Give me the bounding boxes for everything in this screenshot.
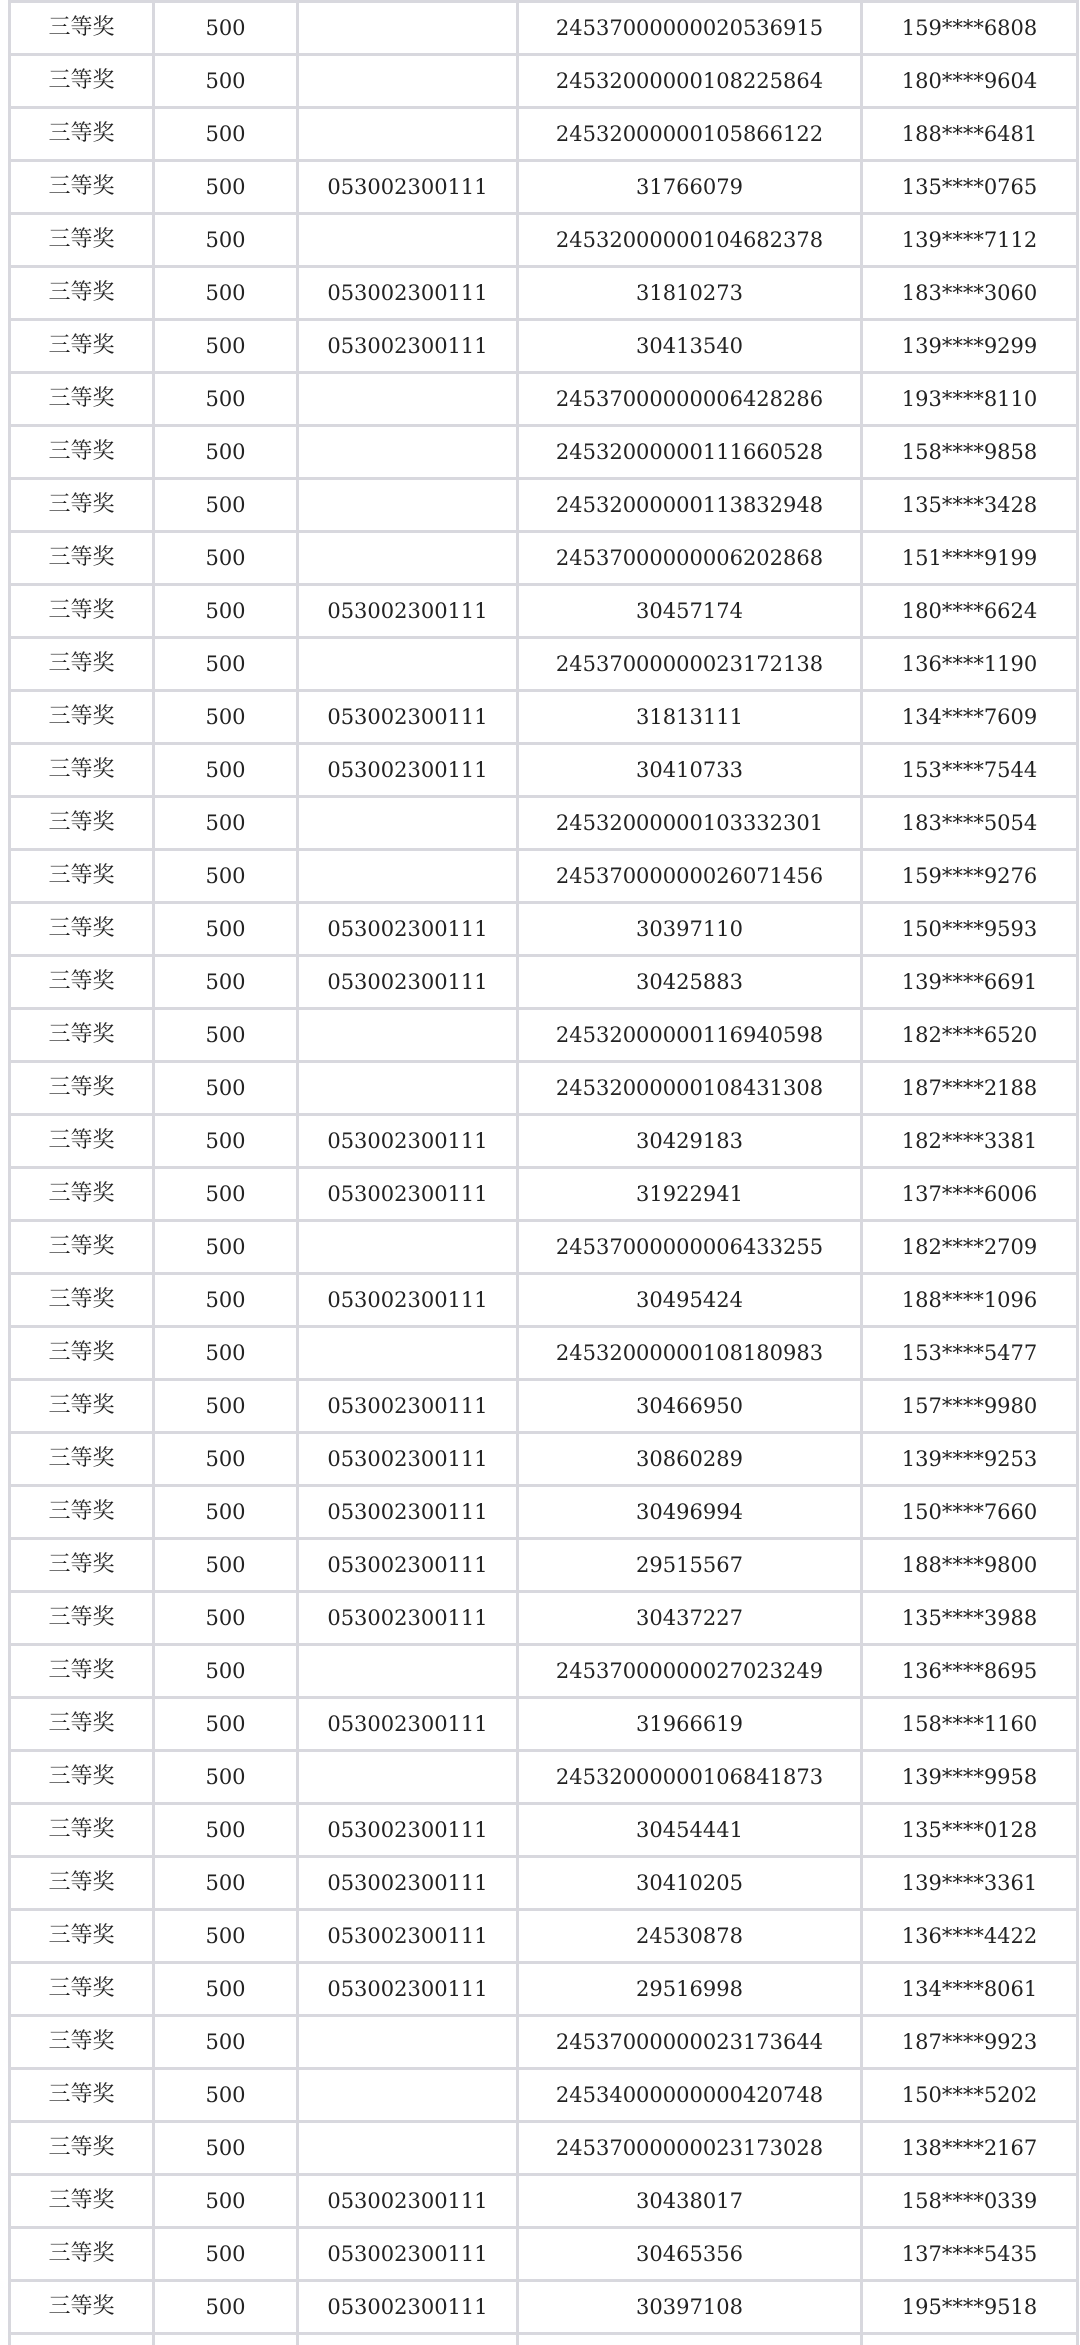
prize-level-cell: 三等奖: [10, 1963, 154, 2016]
prize-level-cell: 三等奖: [10, 267, 154, 320]
table-row: [10, 214, 1078, 267]
table-row: [10, 2, 1078, 55]
prize-level-cell: 三等奖: [10, 1380, 154, 1433]
ticket-number-cell: 31766079: [518, 161, 862, 214]
prize-amount-cell: 500: [154, 585, 298, 638]
table-row: [10, 1698, 1078, 1751]
station-code-cell: 053002300111: [298, 320, 518, 373]
prize-amount-cell: 500: [154, 267, 298, 320]
station-code-cell: 053002300111: [298, 1804, 518, 1857]
phone-number-cell: 159****9276: [862, 850, 1078, 903]
prize-level-cell: 三等奖: [10, 426, 154, 479]
prize-level-cell: 三等奖: [10, 108, 154, 161]
prize-level-cell: 三等奖: [10, 1486, 154, 1539]
station-code-cell: [298, 2, 518, 55]
prize-amount-cell: 500: [154, 2281, 298, 2334]
phone-number-cell: 180****9604: [862, 55, 1078, 108]
phone-number-cell: 134****8061: [862, 1963, 1078, 2016]
station-code-cell: 053002300111: [298, 1486, 518, 1539]
station-code-cell: [298, 1221, 518, 1274]
prize-amount-cell: 500: [154, 1168, 298, 1221]
prize-level-cell: 三等奖: [10, 1274, 154, 1327]
ticket-number-cell: 30495424: [518, 1274, 862, 1327]
prize-amount-cell: 500: [154, 1592, 298, 1645]
table-row: [10, 1433, 1078, 1486]
station-code-cell: [298, 2069, 518, 2122]
prize-level-cell: 三等奖: [10, 744, 154, 797]
prize-level-cell: 三等奖: [10, 1804, 154, 1857]
phone-number-cell: 150****7660: [862, 1486, 1078, 1539]
phone-number-cell: 193****8110: [862, 373, 1078, 426]
station-code-cell: [298, 1009, 518, 1062]
table-row: [10, 267, 1078, 320]
table-row: [10, 1751, 1078, 1804]
table-row: [10, 2281, 1078, 2334]
station-code-cell: 053002300111: [298, 691, 518, 744]
table-row: [10, 1274, 1078, 1327]
prize-level-cell: 三等奖: [10, 903, 154, 956]
prize-level-cell: 三等奖: [10, 850, 154, 903]
phone-number-cell: 182****6520: [862, 1009, 1078, 1062]
phone-number-cell: 139****3361: [862, 1857, 1078, 1910]
ticket-number-cell: 24532000000106841873: [518, 1751, 862, 1804]
phone-number-cell: 139****9253: [862, 1433, 1078, 1486]
phone-number-cell: 135****0128: [862, 1804, 1078, 1857]
ticket-number-cell: 31966619: [518, 1698, 862, 1751]
prize-level-cell: 三等奖: [10, 2281, 154, 2334]
ticket-number-cell: 30457174: [518, 585, 862, 638]
prize-amount-cell: 500: [154, 2016, 298, 2069]
station-code-cell: 053002300111: [298, 1274, 518, 1327]
station-code-cell: [298, 214, 518, 267]
prize-level-cell: 三等奖: [10, 1062, 154, 1115]
phone-number-cell: 182****2709: [862, 1221, 1078, 1274]
prize-amount-cell: 500: [154, 638, 298, 691]
prize-level-cell: 三等奖: [10, 532, 154, 585]
ticket-number-cell: 24537000000006433255: [518, 1221, 862, 1274]
prize-level-cell: 三等奖: [10, 214, 154, 267]
table-row: [10, 1115, 1078, 1168]
ticket-number-cell: 29515567: [518, 1539, 862, 1592]
prize-amount-cell: 500: [154, 2175, 298, 2228]
ticket-number-cell: 24537000000026071456: [518, 850, 862, 903]
prize-amount-cell: 500: [154, 426, 298, 479]
table-row: [10, 320, 1078, 373]
phone-number-cell: 139****9958: [862, 1751, 1078, 1804]
table-row: [10, 1857, 1078, 1910]
phone-number-cell: 136****8695: [862, 1645, 1078, 1698]
table-row: [10, 2016, 1078, 2069]
ticket-number-cell: 30397110: [518, 903, 862, 956]
ticket-number-cell: 30429183: [518, 1115, 862, 1168]
table-row: [10, 1380, 1078, 1433]
prize-amount-cell: 500: [154, 903, 298, 956]
station-code-cell: 053002300111: [298, 1433, 518, 1486]
table-row: [10, 850, 1078, 903]
ticket-number-cell: 24537000000023173644: [518, 2016, 862, 2069]
ticket-number-cell: 24532000000104682378: [518, 214, 862, 267]
station-code-cell: 053002300111: [298, 956, 518, 1009]
prize-level-cell: 三等奖: [10, 1115, 154, 1168]
prize-level-cell: 三等奖: [10, 2228, 154, 2281]
prize-level-cell: 三等奖: [10, 479, 154, 532]
prize-level-cell: 三等奖: [10, 638, 154, 691]
prize-amount-cell: 500: [154, 1380, 298, 1433]
table-row: [10, 1963, 1078, 2016]
prize-level-cell: 三等奖: [10, 1009, 154, 1062]
ticket-number-cell: 24534000000000420748: [518, 2069, 862, 2122]
prize-amount-cell: 500: [154, 532, 298, 585]
prize-level-cell: 三等奖: [10, 956, 154, 1009]
phone-number-cell: 180****6624: [862, 585, 1078, 638]
table-row: [10, 373, 1078, 426]
ticket-number-cell: 30860289: [518, 1433, 862, 1486]
empty-cell: [154, 2334, 298, 2345]
phone-number-cell: 150****5202: [862, 2069, 1078, 2122]
prize-amount-cell: 500: [154, 1698, 298, 1751]
phone-number-cell: 150****9593: [862, 903, 1078, 956]
table-row: [10, 691, 1078, 744]
phone-number-cell: 188****6481: [862, 108, 1078, 161]
ticket-number-cell: 30438017: [518, 2175, 862, 2228]
phone-number-cell: 139****9299: [862, 320, 1078, 373]
prize-amount-cell: 500: [154, 55, 298, 108]
prize-level-cell: 三等奖: [10, 1168, 154, 1221]
ticket-number-cell: 30410205: [518, 1857, 862, 1910]
station-code-cell: [298, 108, 518, 161]
table-row: [10, 956, 1078, 1009]
ticket-number-cell: 30466950: [518, 1380, 862, 1433]
empty-cell: [298, 2334, 518, 2345]
phone-number-cell: 188****1096: [862, 1274, 1078, 1327]
ticket-number-cell: 24530878: [518, 1910, 862, 1963]
phone-number-cell: 153****5477: [862, 1327, 1078, 1380]
phone-number-cell: 157****9980: [862, 1380, 1078, 1433]
ticket-number-cell: 30454441: [518, 1804, 862, 1857]
ticket-number-cell: 31810273: [518, 267, 862, 320]
table-row: [10, 426, 1078, 479]
table-row: [10, 2175, 1078, 2228]
prize-amount-cell: 500: [154, 1857, 298, 1910]
ticket-number-cell: 30437227: [518, 1592, 862, 1645]
table-row: [10, 1062, 1078, 1115]
ticket-number-cell: 31922941: [518, 1168, 862, 1221]
station-code-cell: 053002300111: [298, 1963, 518, 2016]
prize-level-cell: 三等奖: [10, 797, 154, 850]
station-code-cell: 053002300111: [298, 903, 518, 956]
prize-amount-cell: 500: [154, 691, 298, 744]
prize-level-cell: 三等奖: [10, 2175, 154, 2228]
ticket-number-cell: 29516998: [518, 1963, 862, 2016]
ticket-number-cell: 30397108: [518, 2281, 862, 2334]
table-row: [10, 108, 1078, 161]
prize-amount-cell: 500: [154, 373, 298, 426]
ticket-number-cell: 30413540: [518, 320, 862, 373]
station-code-cell: [298, 55, 518, 108]
phone-number-cell: 158****0339: [862, 2175, 1078, 2228]
prize-amount-cell: 500: [154, 1433, 298, 1486]
station-code-cell: 053002300111: [298, 1857, 518, 1910]
prize-level-cell: 三等奖: [10, 1857, 154, 1910]
phone-number-cell: 183****3060: [862, 267, 1078, 320]
prize-level-cell: 三等奖: [10, 2122, 154, 2175]
station-code-cell: [298, 2122, 518, 2175]
prize-amount-cell: 500: [154, 2122, 298, 2175]
table-row: [10, 161, 1078, 214]
station-code-cell: 053002300111: [298, 1380, 518, 1433]
prize-level-cell: 三等奖: [10, 1539, 154, 1592]
empty-cell: [862, 2334, 1078, 2345]
station-code-cell: 053002300111: [298, 744, 518, 797]
station-code-cell: [298, 638, 518, 691]
table-row: [10, 1009, 1078, 1062]
phone-number-cell: 135****3988: [862, 1592, 1078, 1645]
ticket-number-cell: 24532000000116940598: [518, 1009, 862, 1062]
prize-amount-cell: 500: [154, 1009, 298, 1062]
station-code-cell: [298, 1751, 518, 1804]
ticket-number-cell: 24532000000108180983: [518, 1327, 862, 1380]
table-row: [10, 2122, 1078, 2175]
prize-level-cell: 三等奖: [10, 1698, 154, 1751]
table-row: [10, 1804, 1078, 1857]
prize-amount-cell: 500: [154, 320, 298, 373]
station-code-cell: [298, 426, 518, 479]
prize-amount-cell: 500: [154, 1486, 298, 1539]
table-row: [10, 1592, 1078, 1645]
ticket-number-cell: 24532000000111660528: [518, 426, 862, 479]
phone-number-cell: 139****7112: [862, 214, 1078, 267]
table-row: [10, 1539, 1078, 1592]
ticket-number-cell: 24532000000105866122: [518, 108, 862, 161]
station-code-cell: 053002300111: [298, 1592, 518, 1645]
table-row: [10, 2228, 1078, 2281]
prize-level-cell: 三等奖: [10, 1327, 154, 1380]
prize-amount-cell: 500: [154, 797, 298, 850]
prize-amount-cell: 500: [154, 744, 298, 797]
prize-level-cell: 三等奖: [10, 55, 154, 108]
station-code-cell: 053002300111: [298, 1910, 518, 1963]
prize-amount-cell: 500: [154, 479, 298, 532]
station-code-cell: [298, 797, 518, 850]
table-row: [10, 1221, 1078, 1274]
ticket-number-cell: 31813111: [518, 691, 862, 744]
prize-level-cell: 三等奖: [10, 2, 154, 55]
station-code-cell: 053002300111: [298, 2228, 518, 2281]
empty-cell: [10, 2334, 154, 2345]
prize-level-cell: 三等奖: [10, 2069, 154, 2122]
phone-number-cell: 183****5054: [862, 797, 1078, 850]
phone-number-cell: 195****9518: [862, 2281, 1078, 2334]
prize-amount-cell: 500: [154, 1963, 298, 2016]
phone-number-cell: 137****5435: [862, 2228, 1078, 2281]
station-code-cell: 053002300111: [298, 1168, 518, 1221]
station-code-cell: [298, 1327, 518, 1380]
ticket-number-cell: 24532000000108225864: [518, 55, 862, 108]
prize-amount-cell: 500: [154, 2228, 298, 2281]
prize-level-cell: 三等奖: [10, 1645, 154, 1698]
phone-number-cell: 134****7609: [862, 691, 1078, 744]
prize-amount-cell: 500: [154, 1804, 298, 1857]
table-row: [10, 1168, 1078, 1221]
prize-level-cell: 三等奖: [10, 2016, 154, 2069]
phone-number-cell: 136****1190: [862, 638, 1078, 691]
phone-number-cell: 187****2188: [862, 1062, 1078, 1115]
station-code-cell: [298, 850, 518, 903]
table-row: [10, 903, 1078, 956]
ticket-number-cell: 30410733: [518, 744, 862, 797]
station-code-cell: 053002300111: [298, 1539, 518, 1592]
ticket-number-cell: 24537000000020536915: [518, 2, 862, 55]
prize-amount-cell: 500: [154, 2069, 298, 2122]
prize-amount-cell: 500: [154, 1539, 298, 1592]
table-row: [10, 1645, 1078, 1698]
prize-amount-cell: 500: [154, 956, 298, 1009]
prize-level-cell: 三等奖: [10, 1433, 154, 1486]
prize-level-cell: 三等奖: [10, 585, 154, 638]
table-row: [10, 585, 1078, 638]
ticket-number-cell: 30496994: [518, 1486, 862, 1539]
prize-level-cell: 三等奖: [10, 691, 154, 744]
prize-amount-cell: 500: [154, 214, 298, 267]
ticket-number-cell: 24537000000006202868: [518, 532, 862, 585]
phone-number-cell: 138****2167: [862, 2122, 1078, 2175]
station-code-cell: 053002300111: [298, 2281, 518, 2334]
empty-cell: [518, 2334, 862, 2345]
station-code-cell: [298, 2016, 518, 2069]
table-row: [10, 479, 1078, 532]
station-code-cell: 053002300111: [298, 2175, 518, 2228]
prize-amount-cell: 500: [154, 1910, 298, 1963]
table-row: [10, 797, 1078, 850]
prize-level-cell: 三等奖: [10, 373, 154, 426]
phone-number-cell: 187****9923: [862, 2016, 1078, 2069]
ticket-number-cell: 30425883: [518, 956, 862, 1009]
prize-amount-cell: 500: [154, 1751, 298, 1804]
ticket-number-cell: 24532000000113832948: [518, 479, 862, 532]
prize-amount-cell: 500: [154, 1327, 298, 1380]
station-code-cell: 053002300111: [298, 1115, 518, 1168]
phone-number-cell: 137****6006: [862, 1168, 1078, 1221]
prize-level-cell: 三等奖: [10, 1592, 154, 1645]
phone-number-cell: 139****6691: [862, 956, 1078, 1009]
table-row: [10, 1486, 1078, 1539]
prize-amount-cell: 500: [154, 1645, 298, 1698]
phone-number-cell: 158****1160: [862, 1698, 1078, 1751]
prize-amount-cell: 500: [154, 1274, 298, 1327]
ticket-number-cell: 24537000000027023249: [518, 1645, 862, 1698]
prize-level-cell: 三等奖: [10, 1910, 154, 1963]
ticket-number-cell: 30465356: [518, 2228, 862, 2281]
prize-level-cell: 三等奖: [10, 1221, 154, 1274]
phone-number-cell: 153****7544: [862, 744, 1078, 797]
table-row: [10, 55, 1078, 108]
ticket-number-cell: 24537000000006428286: [518, 373, 862, 426]
winners-table-body: [10, 2, 1078, 2345]
ticket-number-cell: 24532000000103332301: [518, 797, 862, 850]
phone-number-cell: 188****9800: [862, 1539, 1078, 1592]
prize-amount-cell: 500: [154, 2, 298, 55]
phone-number-cell: 136****4422: [862, 1910, 1078, 1963]
table-row: [10, 744, 1078, 797]
prize-level-cell: 三等奖: [10, 1751, 154, 1804]
station-code-cell: [298, 532, 518, 585]
prize-amount-cell: 500: [154, 1221, 298, 1274]
phone-number-cell: 158****9858: [862, 426, 1078, 479]
station-code-cell: [298, 1645, 518, 1698]
station-code-cell: 053002300111: [298, 585, 518, 638]
table-row-partial: [10, 2334, 1078, 2345]
phone-number-cell: 159****6808: [862, 2, 1078, 55]
prize-amount-cell: 500: [154, 161, 298, 214]
table-row: [10, 532, 1078, 585]
phone-number-cell: 135****0765: [862, 161, 1078, 214]
table-row: [10, 1327, 1078, 1380]
prize-level-cell: 三等奖: [10, 320, 154, 373]
station-code-cell: 053002300111: [298, 267, 518, 320]
ticket-number-cell: 24537000000023172138: [518, 638, 862, 691]
phone-number-cell: 151****9199: [862, 532, 1078, 585]
table-row: [10, 1910, 1078, 1963]
table-row: [10, 638, 1078, 691]
ticket-number-cell: 24537000000023173028: [518, 2122, 862, 2175]
phone-number-cell: 182****3381: [862, 1115, 1078, 1168]
winners-table: [8, 0, 1079, 2345]
station-code-cell: [298, 373, 518, 426]
station-code-cell: 053002300111: [298, 1698, 518, 1751]
prize-amount-cell: 500: [154, 1062, 298, 1115]
prize-amount-cell: 500: [154, 850, 298, 903]
phone-number-cell: 135****3428: [862, 479, 1078, 532]
station-code-cell: 053002300111: [298, 161, 518, 214]
ticket-number-cell: 24532000000108431308: [518, 1062, 862, 1115]
table-row: [10, 2069, 1078, 2122]
station-code-cell: [298, 1062, 518, 1115]
station-code-cell: [298, 479, 518, 532]
prize-amount-cell: 500: [154, 108, 298, 161]
prize-amount-cell: 500: [154, 1115, 298, 1168]
prize-level-cell: 三等奖: [10, 161, 154, 214]
